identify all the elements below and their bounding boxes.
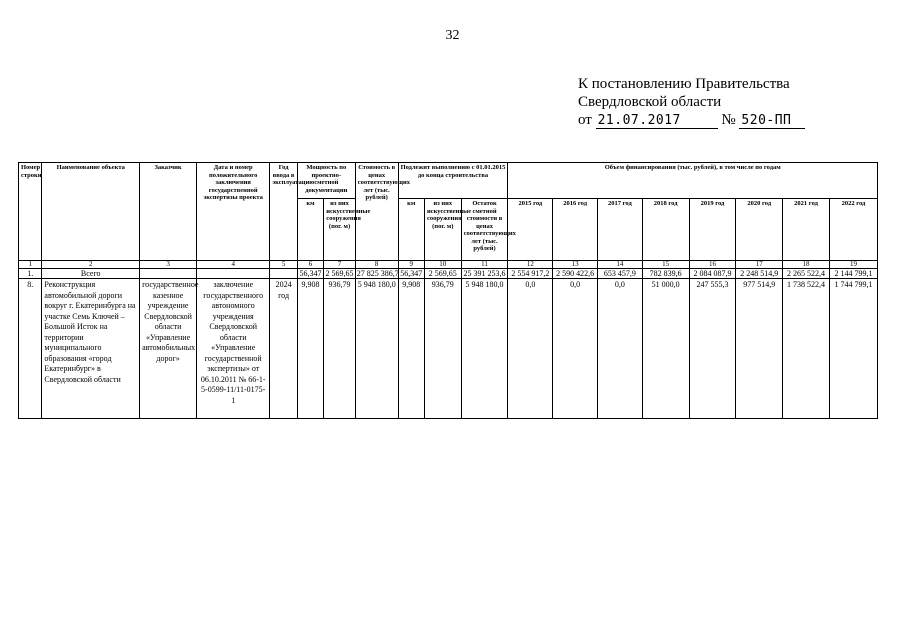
row-cell: 977 514,9: [736, 279, 783, 419]
col-num: 5: [270, 261, 297, 269]
row-cell: 1 744 799,1: [829, 279, 877, 419]
total-cell: 2 248 514,9: [736, 269, 783, 279]
header-name: Наименование объекта: [42, 163, 140, 261]
row-cell: 9,908: [297, 279, 323, 419]
header-year-2019: 2019 год: [689, 199, 736, 261]
row-customer: государственное казенное учреждение Свердловской области «Управление автомобильных дорог»: [140, 279, 197, 419]
from-label: от: [578, 112, 592, 128]
row-name: Реконструкция автомобильной дороги вокруг г. Екатеринбурга на участке Семь Ключей – Большой Исток на территории муниципального образования «город Екатеринбург» в Свердловской области: [42, 279, 140, 419]
total-cell: 2 144 799,1: [829, 269, 877, 279]
total-cell: 782 839,6: [642, 269, 689, 279]
row-num: 8.: [19, 279, 42, 419]
header-cost: Стоимость в ценах соответствующих лет (тыс. рублей): [355, 163, 398, 261]
header-year-2016: 2016 год: [553, 199, 598, 261]
col-num: 18: [783, 261, 830, 269]
row-cell: 247 555,3: [689, 279, 736, 419]
row-cell: 9,908: [398, 279, 424, 419]
header-line-1: К постановлению Правительства: [578, 76, 790, 92]
total-cell: 25 391 253,6: [461, 269, 508, 279]
number-label: №: [721, 112, 736, 128]
header-capacity-art: из них искусственные сооружения (пог. м): [324, 199, 356, 261]
col-num: 4: [197, 261, 270, 269]
col-num: 12: [508, 261, 553, 269]
header-year-2021: 2021 год: [783, 199, 830, 261]
header-financing: Объем финансирования (тыс. рублей), в том числе по годам: [508, 163, 878, 199]
total-cell: 2 569,65: [424, 269, 461, 279]
header-customer: Заказчик: [140, 163, 197, 261]
decree-number: 520-ПП: [739, 114, 805, 129]
col-num: 19: [829, 261, 877, 269]
row-cell: 0,0: [597, 279, 642, 419]
col-num: 2: [42, 261, 140, 269]
row-cell: 936,79: [424, 279, 461, 419]
total-cell: 2 554 917,2: [508, 269, 553, 279]
total-cell: 2 265 522,4: [783, 269, 830, 279]
row-cell: 5 948 180,0: [461, 279, 508, 419]
col-num: 1: [19, 261, 42, 269]
col-num: 7: [324, 261, 356, 269]
header-conclusion: Дата и номер положительного заключения государственной экспертизы проекта: [197, 163, 270, 261]
table-row: [19, 279, 878, 419]
col-num: 10: [424, 261, 461, 269]
total-cell: 56,347: [398, 269, 424, 279]
column-number-row: [19, 261, 878, 269]
header-capacity: Мощность по проектно-сметной документации: [297, 163, 355, 199]
decree-date: 21.07.2017: [596, 114, 718, 129]
total-cell: 2 084 087,9: [689, 269, 736, 279]
total-row: [19, 269, 878, 279]
total-empty: [270, 269, 297, 279]
row-cell: 0,0: [553, 279, 598, 419]
col-num: 9: [398, 261, 424, 269]
total-cell: 56,347: [297, 269, 323, 279]
header-subject-km: км: [398, 199, 424, 261]
col-num: 6: [297, 261, 323, 269]
header-subject-art: из них искусственные сооружения (пог. м): [424, 199, 461, 261]
header-subject-rest: Остаток сметной стоимости в ценах соответствующих лет (тыс. рублей): [461, 199, 508, 261]
col-num: 17: [736, 261, 783, 269]
col-num: 3: [140, 261, 197, 269]
header-year-2022: 2022 год: [829, 199, 877, 261]
header-num: Номер строки: [19, 163, 42, 261]
row-cell: 5 948 180,0: [355, 279, 398, 419]
header-year: Год ввода в эксплуатацию: [270, 163, 297, 261]
row-conclusion: заключение государственного автономного учреждения Свердловской области «Управление государственной экспертизы» от 06.10.2011 № 66-1-5-0599-11/11-0175-1: [197, 279, 270, 419]
total-label: Всего: [42, 269, 140, 279]
col-num: 11: [461, 261, 508, 269]
total-empty: [197, 269, 270, 279]
row-cell: 51 000,0: [642, 279, 689, 419]
col-num: 15: [642, 261, 689, 269]
total-num: 1.: [19, 269, 42, 279]
total-cell: 2 569,65: [325, 269, 354, 278]
header-year-2018: 2018 год: [642, 199, 689, 261]
col-num: 14: [597, 261, 642, 269]
total-cell: 27 825 386,7: [356, 269, 399, 278]
header-year-2017: 2017 год: [597, 199, 642, 261]
page-number: 32: [445, 28, 460, 43]
header-date-line: [578, 111, 805, 129]
row-cell: 936,79: [324, 279, 356, 419]
financing-table: [18, 162, 878, 419]
row-cell: 1 738 522,4: [783, 279, 830, 419]
total-empty: [140, 269, 197, 279]
row-cell: 0,0: [508, 279, 553, 419]
header-year-2020: 2020 год: [736, 199, 783, 261]
document-header: [578, 75, 805, 129]
col-num: 16: [689, 261, 736, 269]
header-subject: Подлежит выполнению с 01.01.2015 до конца строительства: [398, 163, 508, 199]
total-cell: 653 457,9: [597, 269, 642, 279]
total-cell: 2 590 422,6: [553, 269, 598, 279]
row-year: 2024 год: [270, 279, 297, 419]
header-line-2: Свердловской области: [578, 94, 722, 110]
col-num: 13: [553, 261, 598, 269]
header-year-2015: 2015 год: [508, 199, 553, 261]
col-num: 8: [355, 261, 398, 269]
header-capacity-km: км: [297, 199, 323, 261]
